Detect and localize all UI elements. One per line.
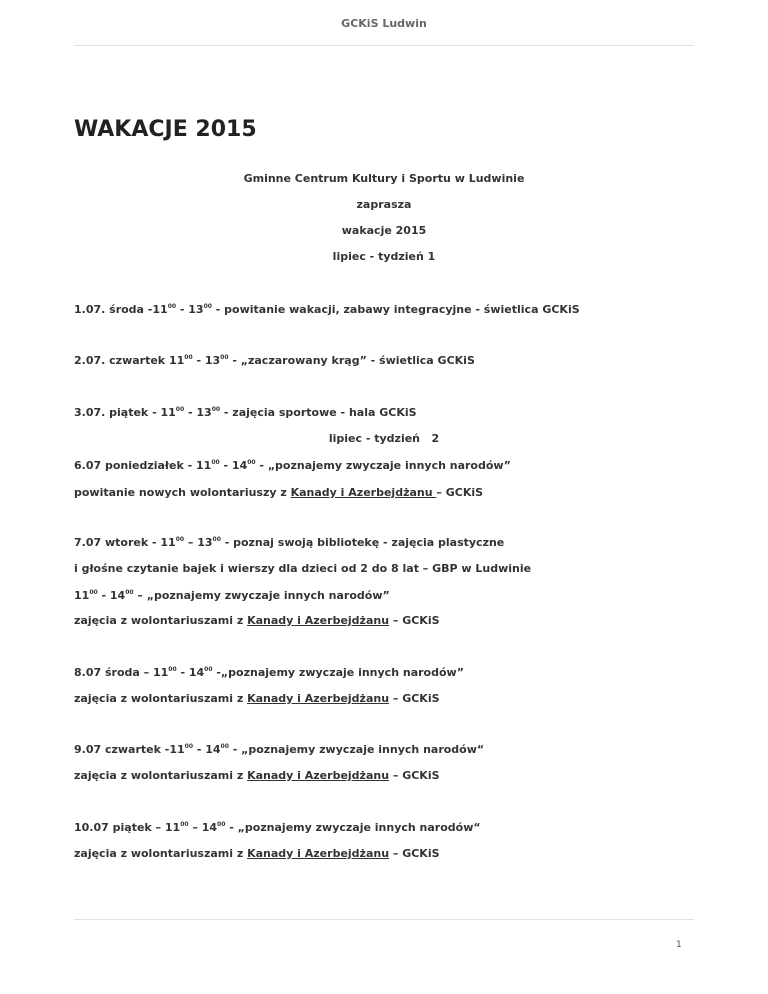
footer-divider [74,919,694,920]
schedule-entry-2: 2.07. czwartek $11^{00} - 13^{00}$ - „zaczarowany krąg” - świetlica GCKiS [74,354,475,367]
volunteers-link[interactable]: Kanady i Azerbejdżanu [247,614,390,627]
week2-heading: lipiec - tydzień 2 [328,432,440,445]
schedule-entry-5: 7.07 wtorek - $11^{00} - 13^{00}$ - poznaj swoją bibliotekę - zajęcia plastyczne [74,536,505,549]
page-number: 1 [676,940,682,950]
event-line: wakacje 2015 [341,224,427,237]
invites-line: zaprasza [356,198,412,211]
organizer-line: Gminne Centrum Kultury i Sportu w Ludwinie [243,172,525,185]
volunteers-link[interactable]: Kanady i Azerbejdżanu [247,847,390,860]
schedule-entry-5-volunteers: zajęcia z wolontariuszami z Kanady i Azerbejdżanu – GCKiS [74,614,440,627]
schedule-entry-5-time: $11^{00} - 14^{00}$ – „poznajemy zwyczaje innych narodów” [74,589,390,602]
schedule-entry-8-detail: zajęcia z wolontariuszami z Kanady i Azerbejdżanu – GCKiS [74,847,440,860]
schedule-entry-1: 1.07. środa $-11^{00} - 13^{00}$ - powitanie wakacji, zabawy integracyjne - świetlica GCKiS [74,303,580,316]
volunteers-link[interactable]: Kanady i Azerbejdżanu [247,692,390,705]
volunteers-link[interactable]: Kanady i Azerbejdżanu [290,486,437,499]
page-title: WAKACJE 2015 [74,117,257,142]
week1-heading: lipiec - tydzień 1 [332,250,436,263]
volunteers-link[interactable]: Kanady i Azerbejdżanu [247,769,390,782]
schedule-entry-4: 6.07 poniedziałek - $11^{00} - 14^{00}$ - „poznajemy zwyczaje innych narodów” [74,459,511,472]
schedule-entry-6: 8.07 środa – $11^{00} - 14^{00}$ -„poznajemy zwyczaje innych narodów” [74,666,464,679]
schedule-entry-6-detail: zajęcia z wolontariuszami z Kanady i Azerbejdżanu – GCKiS [74,692,440,705]
schedule-entry-7: 9.07 czwartek $-11^{00} - 14^{00}$ - „poznajemy zwyczaje innych narodów“ [74,743,485,756]
schedule-entry-4-detail: powitanie nowych wolontariuszy z Kanady i Azerbejdżanu – GCKiS [74,486,484,499]
schedule-entry-3: 3.07. piątek - $11^{00} - 13^{00}$ - zajęcia sportowe - hala GCKiS [74,406,417,419]
schedule-entry-7-detail: zajęcia z wolontariuszami z Kanady i Azerbejdżanu – GCKiS [74,769,440,782]
header-divider [74,45,694,46]
site-header: GCKiS Ludwin [341,17,427,30]
schedule-entry-5-detail: i głośne czytanie bajek i wierszy dla dzieci od 2 do 8 lat – GBP w Ludwinie [74,562,532,575]
schedule-entry-8: 10.07 piątek – $11^{00} - 14^{00}$ - „poznajemy zwyczaje innych narodów“ [74,821,481,834]
